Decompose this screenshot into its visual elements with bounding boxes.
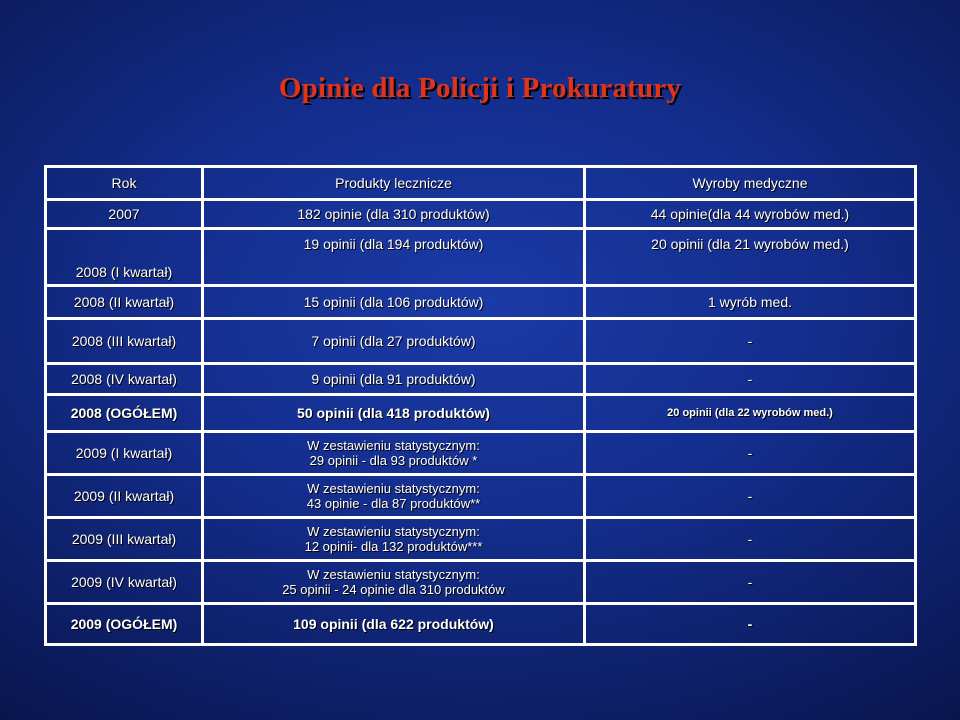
cell-wyroby: - bbox=[585, 561, 916, 604]
cell-produkty: 109 opinii (dla 622 produktów) bbox=[203, 604, 585, 645]
table-row bbox=[46, 229, 916, 286]
cell-wyroby: 1 wyrób med. bbox=[585, 286, 916, 319]
header-rok: Rok bbox=[46, 167, 203, 200]
cell-wyroby: 20 opinii (dla 22 wyrobów med.) bbox=[585, 395, 916, 432]
cell-rok: 2009 (II kwartał) bbox=[46, 475, 203, 518]
cell-wyroby: - bbox=[585, 364, 916, 395]
cell-rok: 2009 (I kwartał) bbox=[46, 432, 203, 475]
header-produkty-lecznicze: Produkty lecznicze bbox=[203, 167, 585, 200]
cell-produkty: 15 opinii (dla 106 produktów) bbox=[203, 286, 585, 319]
cell-produkty-line2: 43 opinie - dla 87 produktów** bbox=[306, 496, 481, 511]
table-row bbox=[46, 475, 916, 518]
opinions-table bbox=[44, 165, 917, 646]
cell-produkty bbox=[203, 475, 585, 518]
header-wyroby-medyczne: Wyroby medyczne bbox=[585, 167, 916, 200]
cell-wyroby: - bbox=[585, 319, 916, 364]
cell-produkty bbox=[203, 561, 585, 604]
cell-rok: 2008 (II kwartał) bbox=[46, 286, 203, 319]
table-row-total-2009 bbox=[46, 604, 916, 645]
cell-produkty bbox=[203, 432, 585, 475]
cell-rok: 2009 (OGÓŁEM) bbox=[46, 604, 203, 645]
cell-wyroby: - bbox=[585, 518, 916, 561]
cell-rok: 2009 (IV kwartał) bbox=[46, 561, 203, 604]
table-row bbox=[46, 518, 916, 561]
cell-produkty-line1: W zestawieniu statystycznym: bbox=[307, 438, 480, 453]
cell-wyroby: - bbox=[585, 475, 916, 518]
cell-produkty: 19 opinii (dla 194 produktów) bbox=[203, 229, 585, 286]
table-row bbox=[46, 200, 916, 229]
cell-rok: 2007 bbox=[46, 200, 203, 229]
cell-produkty-line2: 29 opinii - dla 93 produktów * bbox=[309, 453, 478, 468]
table-row bbox=[46, 286, 916, 319]
cell-rok: 2008 (III kwartał) bbox=[46, 319, 203, 364]
cell-rok: 2008 (I kwartał) bbox=[46, 229, 203, 286]
cell-wyroby: 20 opinii (dla 21 wyrobów med.) bbox=[585, 229, 916, 286]
cell-wyroby: - bbox=[585, 604, 916, 645]
cell-produkty: 182 opinie (dla 310 produktów) bbox=[203, 200, 585, 229]
cell-produkty: 9 opinii (dla 91 produktów) bbox=[203, 364, 585, 395]
cell-wyroby: 44 opinie(dla 44 wyrobów med.) bbox=[585, 200, 916, 229]
table-row bbox=[46, 364, 916, 395]
cell-rok: 2009 (III kwartał) bbox=[46, 518, 203, 561]
cell-produkty: 7 opinii (dla 27 produktów) bbox=[203, 319, 585, 364]
cell-produkty-line2: 12 opinii- dla 132 produktów*** bbox=[304, 539, 483, 554]
table-row bbox=[46, 432, 916, 475]
table-row bbox=[46, 561, 916, 604]
cell-produkty-line2: 25 opinii - 24 opinie dla 310 produktów bbox=[282, 582, 505, 597]
cell-rok: 2008 (IV kwartał) bbox=[46, 364, 203, 395]
cell-rok: 2008 (OGÓŁEM) bbox=[46, 395, 203, 432]
cell-produkty: 50 opinii (dla 418 produktów) bbox=[203, 395, 585, 432]
slide-title: Opinie dla Policji i Prokuratury bbox=[278, 72, 682, 104]
cell-wyroby: - bbox=[585, 432, 916, 475]
cell-produkty-line1: W zestawieniu statystycznym: bbox=[307, 567, 480, 582]
table-row bbox=[46, 319, 916, 364]
table-header-row bbox=[46, 167, 916, 200]
cell-produkty bbox=[203, 518, 585, 561]
cell-produkty-line1: W zestawieniu statystycznym: bbox=[307, 481, 480, 496]
cell-produkty-line1: W zestawieniu statystycznym: bbox=[307, 524, 480, 539]
table-row-total-2008 bbox=[46, 395, 916, 432]
